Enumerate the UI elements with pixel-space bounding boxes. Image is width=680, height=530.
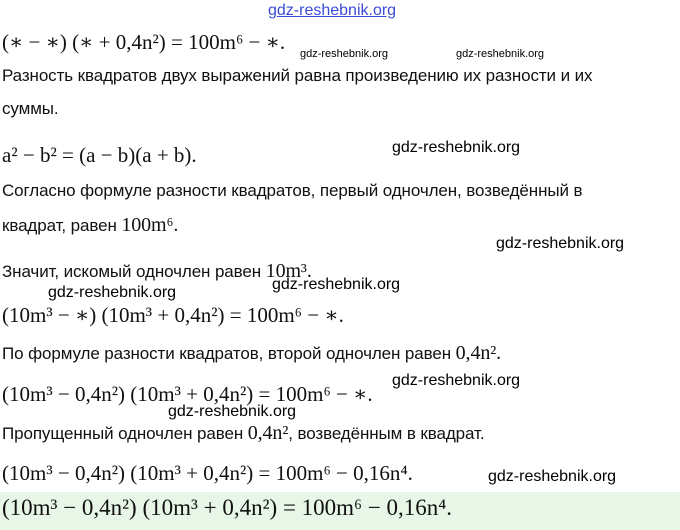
formula-difference-of-squares: a² − b² = (a − b)(a + b). [2, 143, 197, 167]
inline-math: 0,4n². [455, 342, 502, 364]
inline-math: 10m³. [265, 260, 312, 282]
text-span: , возведённым в квадрат. [288, 424, 485, 443]
equation-given: (∗ − ∗) (∗ + 0,4n²) = 100m⁶ − ∗. [2, 30, 286, 54]
text-span: Пропущенный одночлен равен [2, 424, 248, 443]
inline-math: 0,4n² [247, 422, 289, 444]
watermark: gdz-reshebnik.org [496, 235, 625, 252]
watermark: gdz-reshebnik.org [392, 139, 521, 156]
watermark: gdz-reshebnik.org [168, 403, 297, 420]
text-paragraph [2, 342, 501, 365]
text-paragraph: Согласно формуле разности квадратов, первый одночлен, возведённый в [2, 181, 583, 200]
answer-box [0, 492, 680, 530]
text-span: квадрат, равен [2, 216, 122, 235]
watermark: gdz-reshebnik.org [48, 284, 177, 301]
text-paragraph [2, 260, 312, 283]
text-span: Значит, искомый одночлен равен [2, 262, 266, 281]
watermark-top[interactable]: gdz-reshebnik.org [268, 2, 397, 19]
text-paragraph: Разность квадратов двух выражений равна произведению их разности и их [2, 66, 593, 85]
text-paragraph [2, 422, 484, 445]
equation-step: (10m³ − ∗) (10m³ + 0,4n²) = 100m⁶ − ∗. [2, 303, 344, 327]
equation-step: (10m³ − 0,4n²) (10m³ + 0,4n²) = 100m⁶ − ∗. [2, 382, 373, 406]
text-span: По формуле разности квадратов, второй одночлен равен [2, 344, 456, 363]
watermark: gdz-reshebnik.org [272, 276, 401, 293]
final-answer: (10m³ − 0,4n²) (10m³ + 0,4n²) = 100m⁶ − 0,16n⁴. [2, 495, 453, 520]
text-paragraph: суммы. [2, 99, 59, 118]
inline-math: 100m⁶. [121, 214, 179, 236]
watermark: gdz-reshebnik.org [488, 468, 617, 485]
watermark: gdz-reshebnik.org [392, 372, 521, 389]
watermark: gdz-reshebnik.org [456, 48, 545, 60]
text-paragraph [2, 214, 178, 237]
equation-result: (10m³ − 0,4n²) (10m³ + 0,4n²) = 100m⁶ − 0,16n⁴. [2, 461, 413, 485]
watermark: gdz-reshebnik.org [300, 48, 389, 60]
